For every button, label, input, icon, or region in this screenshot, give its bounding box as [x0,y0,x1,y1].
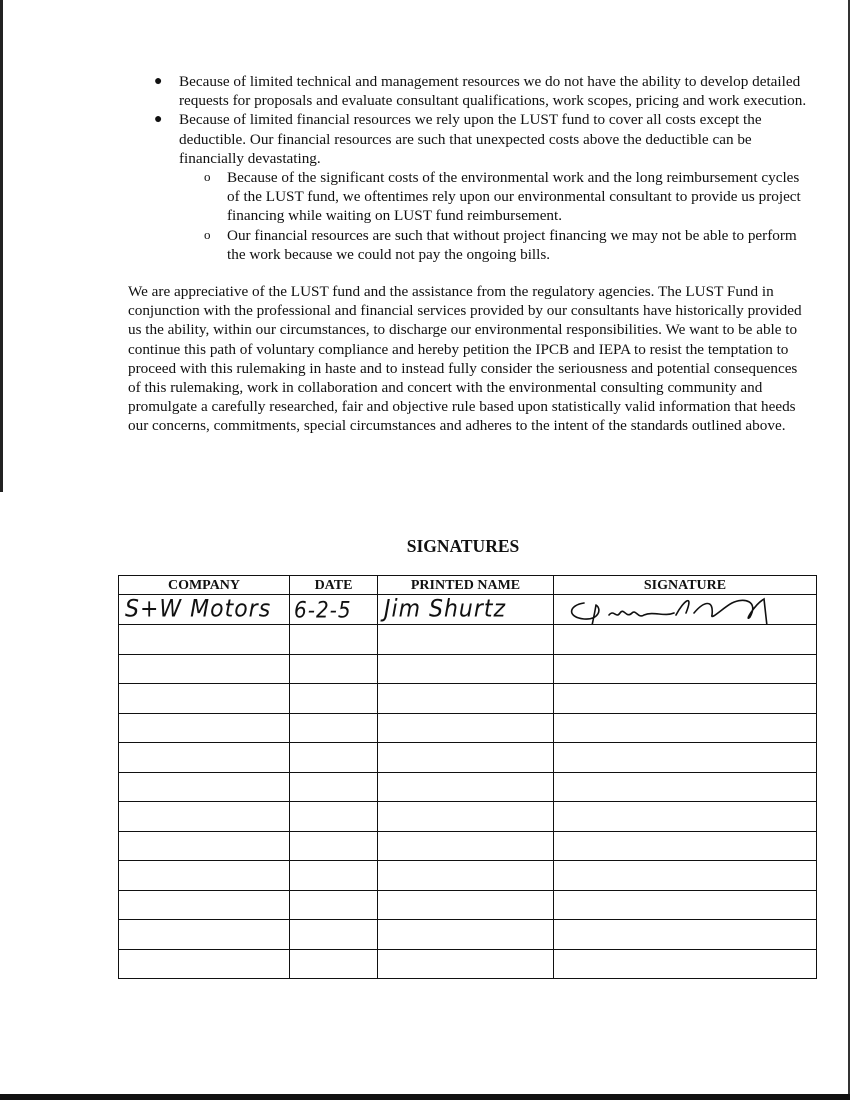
date-cell[interactable] [290,802,378,832]
bullet-dot-icon: ● [154,112,163,128]
signature-cell[interactable] [554,714,817,743]
handwritten-date: 6-2-5 [294,596,352,624]
table-row [119,802,817,832]
signature-cell[interactable] [554,773,817,802]
date-cell[interactable] [290,891,378,920]
company-cell[interactable] [119,832,290,861]
column-header-printed-name: PRINTED NAME [378,576,554,595]
sub-bullet-item [179,168,808,226]
date-cell[interactable] [290,595,378,625]
bullet-dot-icon: ● [154,74,163,89]
bullet-list [128,72,808,264]
closing-paragraph: We are appreciative of the LUST fund and the assistance from the regulatory agencies. The LUST Fund in conjunction with the professional and financial services provided by our consultants have historically provided us the ability, within our circumstances, to discharge our environmental responsibilities. We want to be able to continue this path of voluntary compliance and hereby petition the IPCB and IEPA to resist the temptation to proceed with this rulemaking in haste and to instead fully consider the seriousness and potential consequences of this rulemaking, work in collaboration and concert with the environmental consulting community and promulgate a carefully researched, fair and objective rule based upon statistically valid information that heeds our concerns, commitments, special circumstances and adheres to the intent of the standards outlined above. [128,283,802,435]
company-cell[interactable] [119,684,290,714]
column-header-signature: SIGNATURE [554,576,817,595]
handwritten-company: S+W Motors [125,595,272,624]
signature-table [118,575,817,979]
document-body [128,72,808,436]
signature-cell[interactable] [554,832,817,861]
company-cell[interactable] [119,891,290,920]
printed-name-cell[interactable] [378,891,554,920]
handwritten-printed-name: Jim Shurtz [384,595,507,624]
date-cell[interactable] [290,950,378,979]
signature-cell[interactable] [554,802,817,832]
sub-bullet-text: Our financial resources are such that without project financing we may not be able to perform the work because we could not pay the ongoing bills. [227,226,797,263]
date-cell[interactable] [290,861,378,891]
table-row [119,773,817,802]
printed-name-cell[interactable] [378,950,554,979]
company-cell[interactable] [119,655,290,684]
signature-cell[interactable] [554,920,817,950]
date-cell[interactable] [290,920,378,950]
printed-name-cell[interactable] [378,832,554,861]
printed-name-cell[interactable] [378,802,554,832]
company-cell[interactable] [119,773,290,802]
date-cell[interactable] [290,743,378,773]
hollow-circle-icon: o [204,169,211,185]
printed-name-cell[interactable] [378,684,554,714]
bullet-item [128,72,808,110]
date-cell[interactable] [290,625,378,655]
printed-name-cell[interactable] [378,773,554,802]
company-cell[interactable] [119,802,290,832]
company-cell[interactable] [119,861,290,891]
signature-cell[interactable] [554,861,817,891]
printed-name-cell[interactable] [378,861,554,891]
sub-bullet-list [179,168,808,264]
table-row [119,625,817,655]
printed-name-cell[interactable] [378,595,554,625]
signatures-heading: SIGNATURES [406,536,520,556]
company-cell[interactable] [119,625,290,655]
date-cell[interactable] [290,684,378,714]
hollow-circle-icon: o [204,226,211,242]
printed-name-cell[interactable] [378,743,554,773]
sub-bullet-item [179,226,808,264]
table-row [119,891,817,920]
date-cell[interactable] [290,655,378,684]
handwritten-signature [554,595,816,624]
date-cell[interactable] [290,714,378,743]
column-header-company: COMPANY [119,576,290,595]
signature-cell[interactable] [554,950,817,979]
printed-name-cell[interactable] [378,920,554,950]
bullet-text: Because of limited financial resources we rely upon the LUST fund to cover all costs except the deductible. Our financial resources are such that unexpected costs above the deductible can be financially devastating. [179,111,762,167]
table-row [119,861,817,891]
signature-cell[interactable] [554,743,817,773]
company-cell[interactable] [119,950,290,979]
signature-cell[interactable] [554,684,817,714]
company-cell[interactable] [119,920,290,950]
printed-name-cell[interactable] [378,655,554,684]
company-cell[interactable] [119,714,290,743]
scan-edge-bottom [0,1094,850,1100]
sub-bullet-text: Because of the significant costs of the environmental work and the long reimbursement cycles of the LUST fund, we oftentimes rely upon our environmental consultant to provide us project financing while waiting on LUST fund reimbursement. [227,169,801,225]
table-row [119,655,817,684]
date-cell[interactable] [290,773,378,802]
printed-name-cell[interactable] [378,714,554,743]
company-cell[interactable] [119,595,290,625]
date-cell[interactable] [290,832,378,861]
printed-name-cell[interactable] [378,625,554,655]
table-row [119,743,817,773]
signature-cell[interactable] [554,891,817,920]
bullet-text: Because of limited technical and management resources we do not have the ability to develop detailed requests for proposals and evaluate consultant qualifications, work scopes, pricing and work execution. [179,73,807,110]
signature-table-header [119,576,817,595]
table-row [119,684,817,714]
scan-edge-left [0,0,3,492]
signature-cell[interactable] [554,625,817,655]
column-header-date: DATE [290,576,378,595]
bullet-item [128,110,808,264]
table-row [119,714,817,743]
signature-cell[interactable] [554,655,817,684]
table-row [119,950,817,979]
company-cell[interactable] [119,743,290,773]
table-row [119,832,817,861]
table-row [119,920,817,950]
table-row [119,595,817,625]
signature-cell[interactable] [554,595,817,625]
